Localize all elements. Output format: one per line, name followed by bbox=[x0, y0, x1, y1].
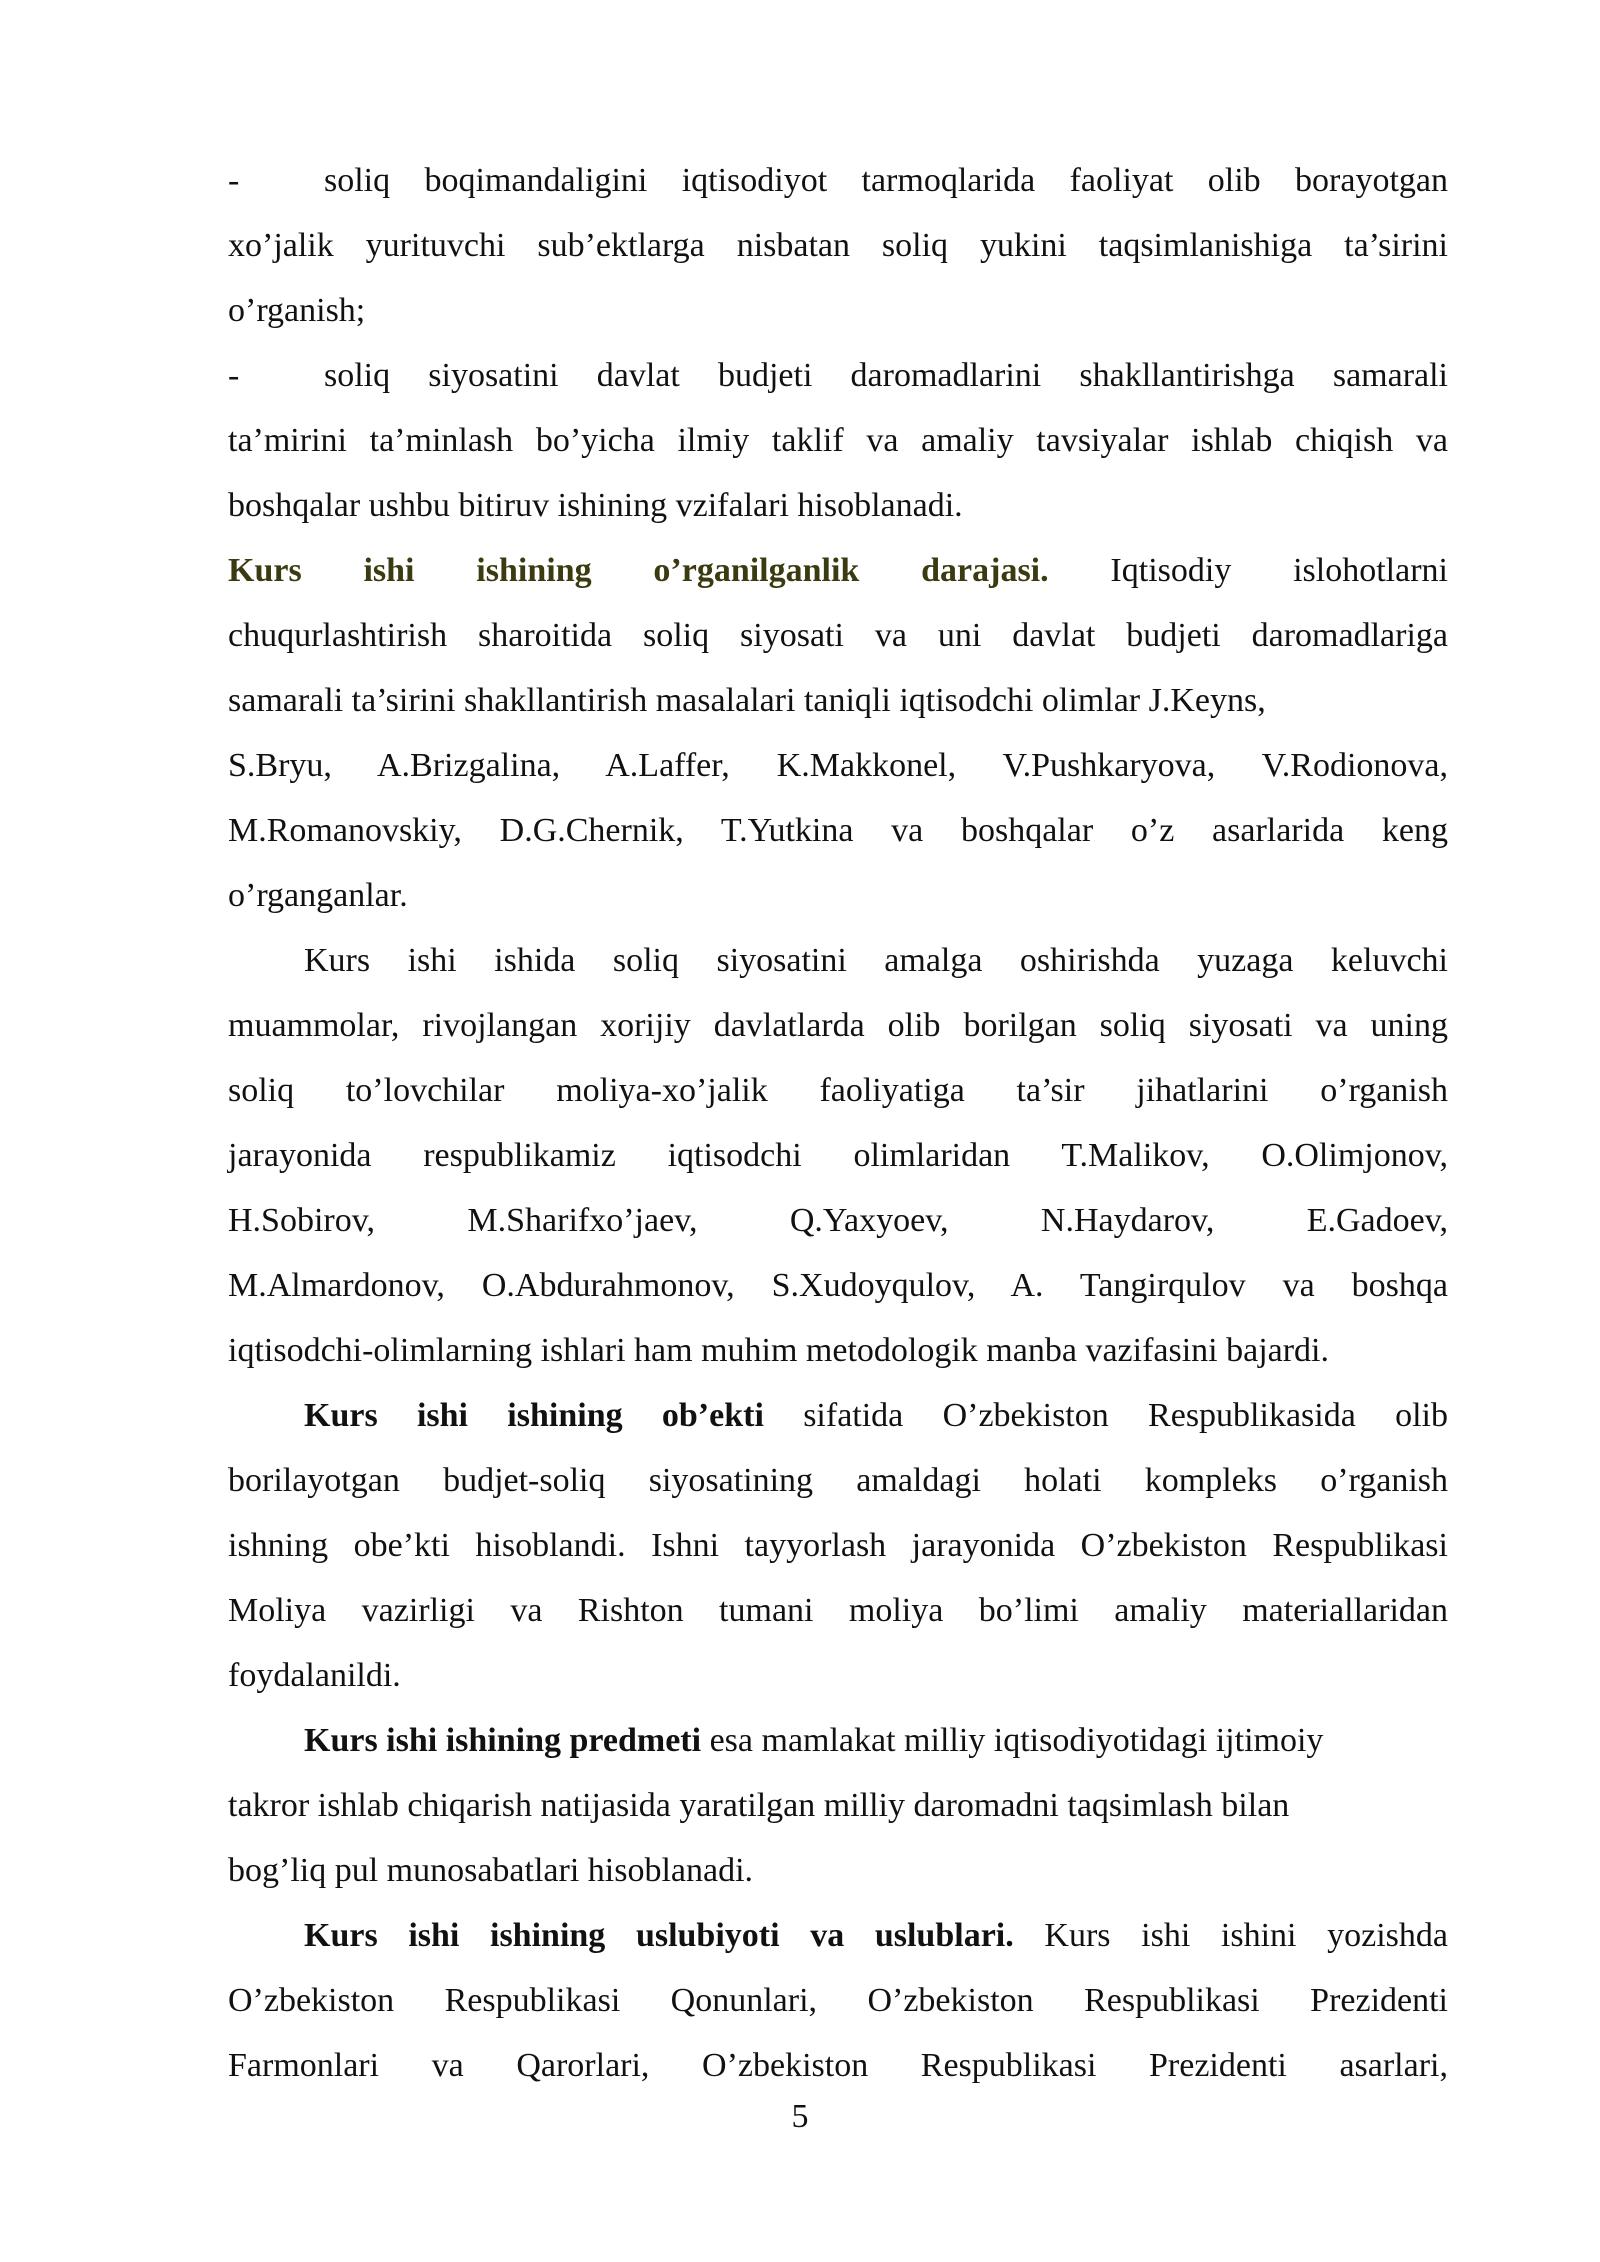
paragraph-uslubiyoti bbox=[228, 1903, 1448, 2098]
paragraph-text: esa mamlakat milliy iqtisodiyotidagi ijtimoiy bbox=[701, 1722, 1324, 1759]
paragraph-line: iqtisodchi-olimlarning ishlari ham muhim metodologik manba vazifasini bajardi. bbox=[228, 1332, 1329, 1369]
paragraph-line: Kurs ishi ishida soliq siyosatini amalga oshirishda yuzaga keluvchi bbox=[304, 942, 1448, 979]
paragraph-line: bog’liq pul munosabatlari hisoblanadi. bbox=[228, 1852, 754, 1889]
paragraph-first-line bbox=[228, 1708, 1448, 1773]
section-heading: Kurs ishi ishining ob’ekti bbox=[304, 1397, 764, 1434]
paragraph-line: muammolar, rivojlangan xorijiy davlatlarda olib borilgan soliq siyosati va uning bbox=[228, 1007, 1448, 1044]
paragraph-line: H.Sobirov, M.Sharifxo’jaev, Q.Yaxyoev, N.Haydarov, E.Gadoev, bbox=[228, 1202, 1448, 1239]
section-heading: Kurs ishi ishining o’rganilganlik darajasi. bbox=[228, 552, 1049, 589]
list-item bbox=[228, 343, 1448, 538]
section-heading: Kurs ishi ishining predmeti bbox=[304, 1722, 702, 1759]
paragraph-first-line bbox=[228, 538, 1448, 603]
document-page bbox=[228, 148, 1448, 2098]
list-line: soliq boqimandaligini iqtisodiyot tarmoqlarida faoliyat olib borayotgan bbox=[324, 162, 1448, 199]
list-item bbox=[228, 148, 1448, 343]
paragraph-line: M.Romanovskiy, D.G.Chernik, T.Yutkina va boshqalar o’z asarlarida keng bbox=[228, 812, 1448, 849]
paragraph-obekti bbox=[228, 1383, 1448, 1708]
list-line: ta’mirini ta’minlash bo’yicha ilmiy taklif va amaliy tavsiyalar ishlab chiqish va bbox=[228, 422, 1448, 459]
paragraph-line: o’rganganlar. bbox=[228, 877, 408, 914]
paragraph-muammolar bbox=[228, 928, 1448, 1383]
paragraph-line: jarayonida respublikamiz iqtisodchi olimlaridan T.Malikov, O.Olimjonov, bbox=[228, 1137, 1448, 1174]
paragraph-text: sifatida O’zbekiston Respublikasida olib bbox=[763, 1397, 1448, 1434]
page-number: 5 bbox=[791, 2098, 809, 2135]
paragraph-first-line bbox=[228, 1903, 1448, 1968]
paragraph-line: chuqurlashtirish sharoitida soliq siyosati va uni davlat budjeti daromadlariga bbox=[228, 617, 1448, 654]
paragraph-line: O’zbekiston Respublikasi Qonunlari, O’zbekiston Respublikasi Prezidenti bbox=[228, 1982, 1448, 2019]
paragraph-line: foydalanildi. bbox=[228, 1657, 401, 1694]
list-line: boshqalar ushbu bitiruv ishining vzifalari hisoblanadi. bbox=[228, 487, 963, 524]
section-heading: Kurs ishi ishining uslubiyoti va uslublari. bbox=[304, 1917, 1014, 1954]
paragraph-line: Moliya vazirligi va Rishton tumani moliya bo’limi amaliy materiallaridan bbox=[228, 1592, 1448, 1629]
list-line: o’rganish; bbox=[228, 292, 366, 329]
paragraph-line: M.Almardonov, O.Abdurahmonov, S.Xudoyqulov, A. Tangirqulov va boshqa bbox=[228, 1267, 1448, 1304]
list-marker: - bbox=[228, 357, 240, 394]
paragraph-organilganlik bbox=[228, 538, 1448, 928]
paragraph-line: ishning obe’kti hisoblandi. Ishni tayyorlash jarayonida O’zbekiston Respublikasi bbox=[228, 1527, 1448, 1564]
paragraph-first-line bbox=[228, 1383, 1448, 1448]
paragraph-text: Iqtisodiy islohotlarni bbox=[1048, 552, 1448, 589]
paragraph-line: soliq to’lovchilar moliya-xo’jalik faoliyatiga ta’sir jihatlarini o’rganish bbox=[228, 1072, 1448, 1109]
paragraph-predmeti bbox=[228, 1708, 1448, 1903]
paragraph-line: Farmonlari va Qarorlari, O’zbekiston Respublikasi Prezidenti asarlari, bbox=[228, 2047, 1448, 2084]
paragraph-text: Kurs ishi ishini yozishda bbox=[1013, 1917, 1448, 1954]
list-line: soliq siyosatini davlat budjeti daromadlarini shakllantirishga samarali bbox=[324, 357, 1448, 394]
list-line: xo’jalik yurituvchi sub’ektlarga nisbatan soliq yukini taqsimlanishiga ta’sirini bbox=[228, 227, 1448, 264]
paragraph-line: S.Bryu, A.Brizgalina, A.Laffer, K.Makkonel, V.Pushkaryova, V.Rodionova, bbox=[228, 747, 1448, 784]
list-marker: - bbox=[228, 162, 240, 199]
paragraph-line: takror ishlab chiqarish natijasida yaratilgan milliy daromadni taqsimlash bilan bbox=[228, 1787, 1290, 1824]
paragraph-line: samarali ta’sirini shakllantirish masalalari taniqli iqtisodchi olimlar J.Keyns, bbox=[228, 682, 1266, 719]
paragraph-line: borilayotgan budjet-soliq siyosatining amaldagi holati kompleks o’rganish bbox=[228, 1462, 1448, 1499]
